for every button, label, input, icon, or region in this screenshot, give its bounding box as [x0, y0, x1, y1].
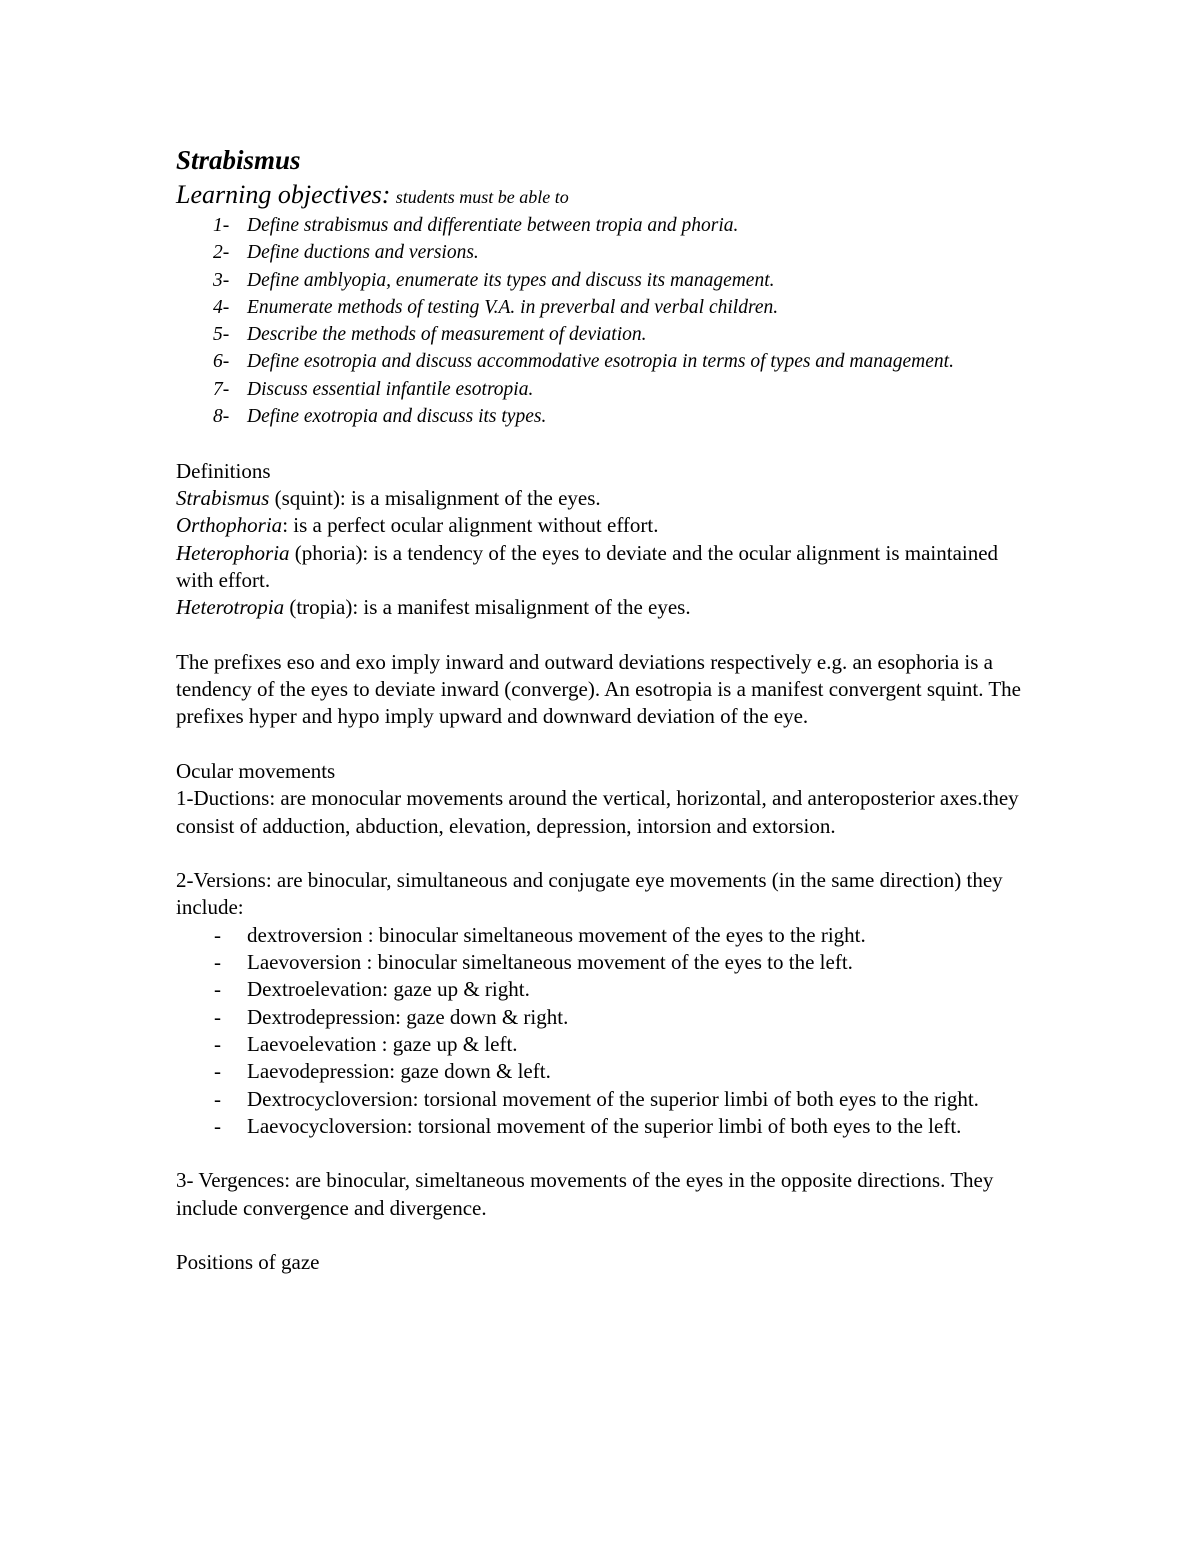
definition-term: Heterotropia: [176, 595, 285, 620]
versions-list: [176, 922, 1036, 1140]
document-title: Strabismus: [176, 145, 301, 175]
objectives-heading: [176, 180, 1036, 212]
definition-item: [176, 512, 1036, 539]
dash-bullet: -: [214, 922, 221, 947]
version-text: Dextrodepression: gaze down & right.: [247, 1004, 569, 1029]
objectives-list: [176, 212, 1036, 430]
definition-item: [176, 540, 1036, 595]
objective-item: [176, 376, 1036, 403]
objective-number: 1-: [213, 215, 230, 236]
objective-text: Describe the methods of measurement of deviation.: [247, 324, 647, 346]
objective-number: 2-: [213, 242, 230, 264]
version-item: [176, 949, 1036, 976]
definition-item: [176, 594, 1036, 621]
prefixes-paragraph: The prefixes eso and exo imply inward and outward deviations respectively e.g. an esophoria is a tendency of the eyes to deviate inward (converge). An esotropia is a manifest convergent squint. The prefixes hyper and hypo imply upward and downward deviation of the eye.: [176, 649, 1021, 729]
objective-item: [176, 267, 1036, 294]
objective-text: Define esotropia and discuss accommodative esotropia in terms of types and management.: [247, 351, 954, 373]
dash-bullet: -: [214, 1113, 221, 1138]
objective-item: [176, 239, 1036, 266]
objective-text: Define strabismus and differentiate between tropia and phoria.: [247, 215, 739, 236]
version-text: Laevoelevation : gaze up & left.: [247, 1031, 518, 1056]
definition-text: (squint): is a misalignment of the eyes.: [269, 485, 601, 510]
version-text: Laevoversion : binocular simeltaneous movement of the eyes to the left.: [247, 950, 853, 975]
definitions-heading: Definitions: [176, 458, 271, 483]
objective-item: [176, 348, 1036, 375]
objective-text: Define amblyopia, enumerate its types and discuss its management.: [247, 269, 775, 291]
version-text: Dextroelevation: gaze up & right.: [247, 977, 530, 1002]
objective-text: Define ductions and versions.: [247, 242, 479, 264]
objectives-heading-label: Learning objectives:: [176, 180, 391, 209]
definition-text: : is a perfect ocular alignment without effort.: [282, 513, 659, 538]
version-item: [176, 1058, 1036, 1085]
version-item: [176, 1113, 1036, 1140]
definition-item: [176, 485, 1036, 512]
version-text: dextroversion : binocular simeltaneous movement of the eyes to the right.: [247, 922, 866, 947]
document-page: [176, 140, 1036, 1277]
version-item: [176, 1086, 1036, 1113]
ductions-paragraph: 1-Ductions: are monocular movements around the vertical, horizontal, and anteroposterior axes.they consist of adduction, abduction, elevation, depression, intorsion and extorsion.: [176, 786, 1019, 838]
objective-number: 4-: [213, 296, 230, 318]
dash-bullet: -: [214, 1031, 221, 1056]
version-text: Dextrocycloversion: torsional movement of the superior limbi of both eyes to the right.: [247, 1086, 979, 1111]
definition-term: Orthophoria: [176, 513, 283, 538]
objective-number: 5-: [213, 324, 230, 346]
objective-item: [176, 212, 1036, 239]
dash-bullet: -: [214, 1059, 221, 1084]
objective-number: 6-: [213, 351, 230, 373]
objective-text: Enumerate methods of testing V.A. in preverbal and verbal children.: [247, 296, 779, 318]
ocular-movements-heading: Ocular movements: [176, 758, 336, 783]
definition-term: Strabismus: [176, 485, 270, 510]
positions-of-gaze-heading: Positions of gaze: [176, 1250, 320, 1275]
dash-bullet: -: [214, 977, 221, 1002]
dash-bullet: -: [214, 1004, 221, 1029]
objective-number: 3-: [213, 269, 230, 291]
dash-bullet: -: [214, 950, 221, 975]
definition-term: Heterophoria: [176, 540, 290, 565]
definition-text: (tropia): is a manifest misalignment of the eyes.: [284, 595, 691, 620]
objective-text: Discuss essential infantile esotropia.: [247, 378, 534, 400]
objective-item: [176, 321, 1036, 348]
definition-text: (phoria): is a tendency of the eyes to deviate and the ocular alignment is maintained with effort.: [176, 540, 999, 592]
version-item: [176, 976, 1036, 1003]
objective-item: [176, 294, 1036, 321]
objective-number: 8-: [213, 406, 230, 428]
vergences-paragraph: 3- Vergences: are binocular, simeltaneous movements of the eyes in the opposite directions. They include convergence and divergence.: [176, 1168, 994, 1220]
objectives-subheading: students must be able to: [395, 187, 569, 207]
objective-text: Define exotropia and discuss its types.: [247, 406, 547, 428]
version-item: [176, 1031, 1036, 1058]
objective-item: [176, 403, 1036, 430]
version-item: [176, 922, 1036, 949]
dash-bullet: -: [214, 1086, 221, 1111]
version-text: Laevodepression: gaze down & left.: [247, 1059, 551, 1084]
version-text: Laevocycloversion: torsional movement of the superior limbi of both eyes to the left.: [247, 1113, 962, 1138]
versions-intro: 2-Versions: are binocular, simultaneous and conjugate eye movements (in the same direction) they include:: [176, 868, 1003, 920]
objective-number: 7-: [213, 378, 230, 400]
version-item: [176, 1004, 1036, 1031]
